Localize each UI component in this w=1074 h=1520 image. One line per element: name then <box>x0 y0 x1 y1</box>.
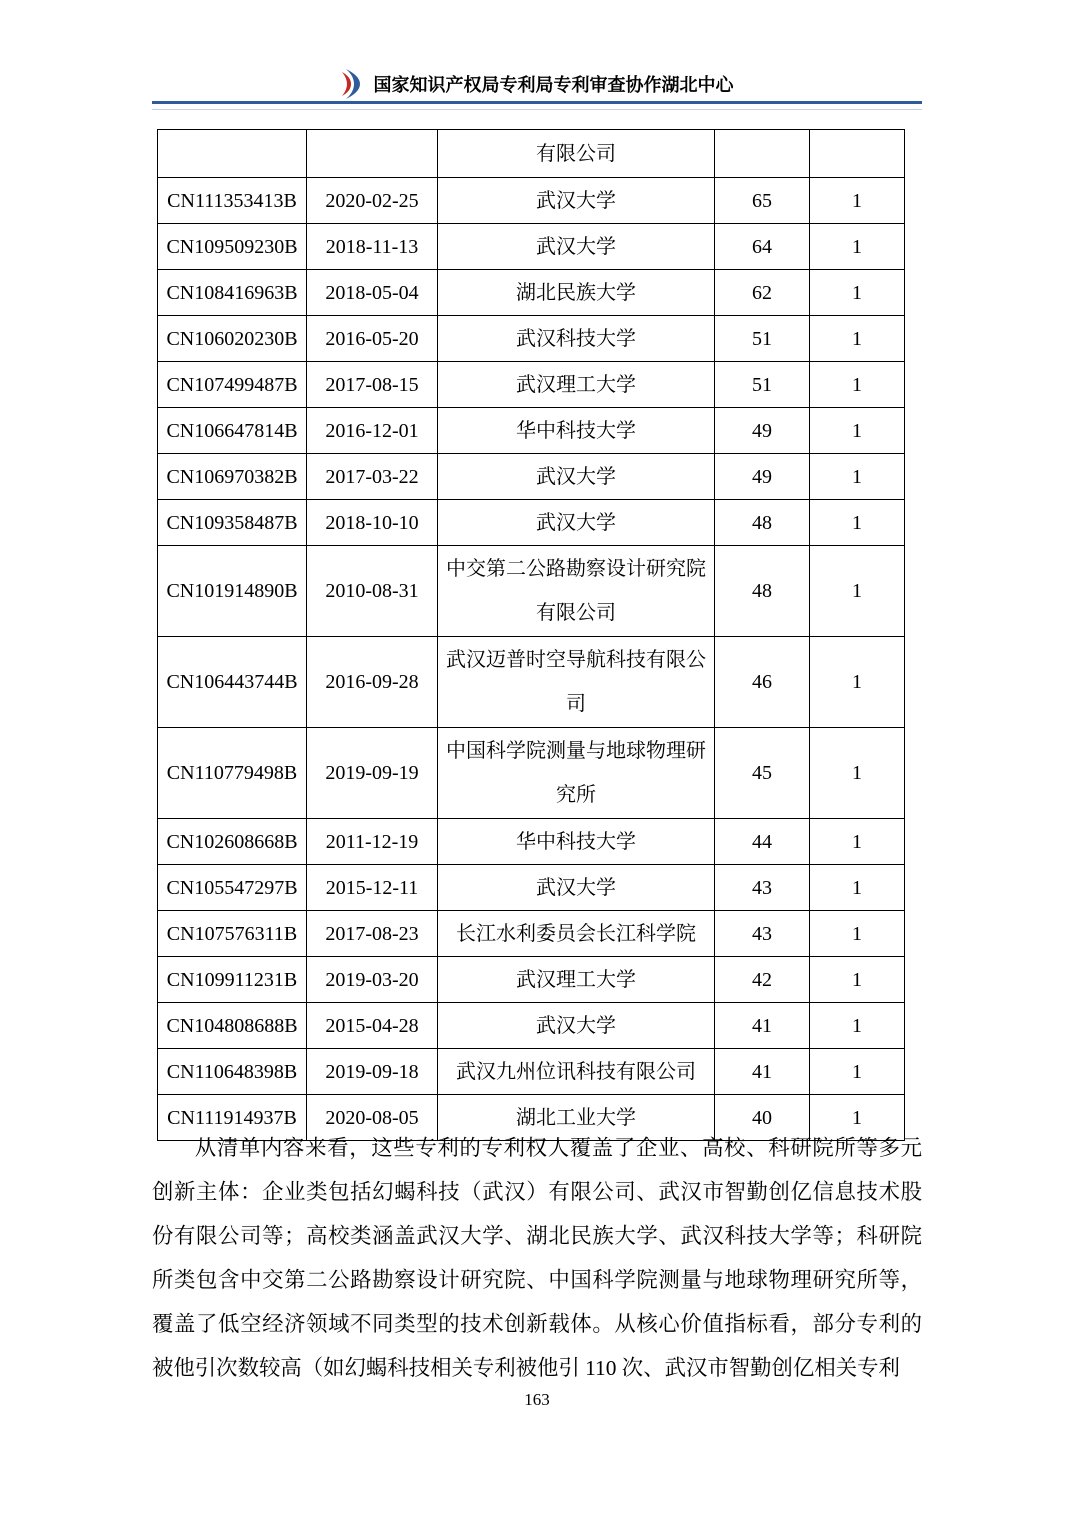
cell-assignee: 武汉理工大学 <box>438 957 715 1003</box>
cell-cited: 43 <box>715 911 810 957</box>
cell-date: 2017-08-23 <box>307 911 438 957</box>
cell-assignee: 华中科技大学 <box>438 408 715 454</box>
cell-n: 1 <box>810 408 905 454</box>
cell-cited: 49 <box>715 408 810 454</box>
cell-cited: 62 <box>715 270 810 316</box>
cell-n: 1 <box>810 178 905 224</box>
table-row <box>158 362 905 408</box>
cell-date <box>307 130 438 178</box>
cell-cited: 48 <box>715 500 810 546</box>
cell-assignee: 长江水利委员会长江科学院 <box>438 911 715 957</box>
cell-no: CN105547297B <box>158 865 307 911</box>
cell-no: CN109509230B <box>158 224 307 270</box>
cell-cited: 42 <box>715 957 810 1003</box>
cell-date: 2019-09-19 <box>307 728 438 819</box>
cell-n: 1 <box>810 865 905 911</box>
table-row <box>158 728 905 819</box>
cell-assignee: 武汉大学 <box>438 1003 715 1049</box>
cell-n: 1 <box>810 454 905 500</box>
cell-date: 2018-05-04 <box>307 270 438 316</box>
cell-n <box>810 130 905 178</box>
table-row <box>158 1049 905 1095</box>
cell-no: CN110648398B <box>158 1049 307 1095</box>
table-row <box>158 178 905 224</box>
cell-n: 1 <box>810 728 905 819</box>
cell-n: 1 <box>810 270 905 316</box>
cell-date: 2017-03-22 <box>307 454 438 500</box>
table-row <box>158 270 905 316</box>
table-row <box>158 130 905 178</box>
cell-n: 1 <box>810 819 905 865</box>
table-row <box>158 637 905 728</box>
cell-cited: 51 <box>715 316 810 362</box>
cell-date: 2016-09-28 <box>307 637 438 728</box>
cell-assignee: 武汉理工大学 <box>438 362 715 408</box>
cell-date: 2020-02-25 <box>307 178 438 224</box>
cell-no: CN109358487B <box>158 500 307 546</box>
cell-n: 1 <box>810 546 905 637</box>
cell-date: 2020-08-05 <box>307 1095 438 1141</box>
cell-n: 1 <box>810 1049 905 1095</box>
cell-n: 1 <box>810 224 905 270</box>
table-row <box>158 408 905 454</box>
cell-no: CN110779498B <box>158 728 307 819</box>
table-row <box>158 224 905 270</box>
patent-table-body <box>158 130 905 1141</box>
table-row <box>158 957 905 1003</box>
table-row <box>158 316 905 362</box>
table-row <box>158 865 905 911</box>
cell-no: CN111914937B <box>158 1095 307 1141</box>
body-paragraph: 从清单内容来看，这些专利的专利权人覆盖了企业、高校、科研院所等多元创新主体：企业类包括幻蝎科技（武汉）有限公司、武汉市智勤创亿信息技术股份有限公司等；高校类涵盖武汉大学、湖北民族大学、武汉科技大学等；科研院所类包含中交第二公路勘察设计研究院、中国科学院测量与地球物理研究所等，覆盖了低空经济领域不同类型的技术创新载体。从核心价值指标看，部分专利的被他引次数较高（如幻蝎科技相关专利被他引 110 次、武汉市智勤创亿相关专利 <box>152 1136 922 1380</box>
cell-assignee: 中国科学院测量与地球物理研究所 <box>438 728 715 819</box>
cell-no: CN104808688B <box>158 1003 307 1049</box>
cell-no: CN106443744B <box>158 637 307 728</box>
cell-assignee: 武汉迈普时空导航科技有限公司 <box>438 637 715 728</box>
cell-n: 1 <box>810 957 905 1003</box>
cell-no: CN102608668B <box>158 819 307 865</box>
cell-cited <box>715 130 810 178</box>
cell-n: 1 <box>810 316 905 362</box>
cell-cited: 51 <box>715 362 810 408</box>
cell-no: CN111353413B <box>158 178 307 224</box>
cell-assignee: 武汉大学 <box>438 500 715 546</box>
cell-date: 2018-11-13 <box>307 224 438 270</box>
cell-assignee: 武汉大学 <box>438 178 715 224</box>
table-row <box>158 1003 905 1049</box>
page-header <box>152 68 922 110</box>
cell-date: 2016-05-20 <box>307 316 438 362</box>
table-row <box>158 454 905 500</box>
cell-no: CN109911231B <box>158 957 307 1003</box>
cell-date: 2018-10-10 <box>307 500 438 546</box>
cell-cited: 44 <box>715 819 810 865</box>
cell-date: 2016-12-01 <box>307 408 438 454</box>
cell-cited: 64 <box>715 224 810 270</box>
header-rule <box>152 101 922 110</box>
header-title: 国家知识产权局专利局专利审查协作湖北中心 <box>373 75 734 95</box>
cell-date: 2019-03-20 <box>307 957 438 1003</box>
cell-cited: 41 <box>715 1049 810 1095</box>
cell-no: CN107499487B <box>158 362 307 408</box>
cell-cited: 45 <box>715 728 810 819</box>
cell-cited: 48 <box>715 546 810 637</box>
table-row <box>158 911 905 957</box>
cell-assignee: 湖北民族大学 <box>438 270 715 316</box>
cell-date: 2015-04-28 <box>307 1003 438 1049</box>
table-row <box>158 819 905 865</box>
cell-n: 1 <box>810 1003 905 1049</box>
cell-assignee: 武汉大学 <box>438 865 715 911</box>
cell-n: 1 <box>810 362 905 408</box>
table-row <box>158 546 905 637</box>
cell-cited: 40 <box>715 1095 810 1141</box>
cell-no: CN106020230B <box>158 316 307 362</box>
cell-no: CN101914890B <box>158 546 307 637</box>
cell-assignee: 华中科技大学 <box>438 819 715 865</box>
cell-no: CN106647814B <box>158 408 307 454</box>
cell-date: 2015-12-11 <box>307 865 438 911</box>
cell-n: 1 <box>810 500 905 546</box>
cell-no: CN107576311B <box>158 911 307 957</box>
cell-date: 2019-09-18 <box>307 1049 438 1095</box>
cell-n: 1 <box>810 911 905 957</box>
cell-assignee: 湖北工业大学 <box>438 1095 715 1141</box>
cell-cited: 49 <box>715 454 810 500</box>
bureau-logo-icon <box>341 69 361 99</box>
cell-date: 2010-08-31 <box>307 546 438 637</box>
cell-cited: 65 <box>715 178 810 224</box>
cell-cited: 41 <box>715 1003 810 1049</box>
page-number: 163 <box>524 1390 550 1409</box>
cell-no: CN108416963B <box>158 270 307 316</box>
cell-no <box>158 130 307 178</box>
patent-table <box>157 129 905 1141</box>
cell-assignee: 武汉九州位讯科技有限公司 <box>438 1049 715 1095</box>
cell-assignee: 武汉大学 <box>438 224 715 270</box>
cell-date: 2017-08-15 <box>307 362 438 408</box>
cell-no: CN106970382B <box>158 454 307 500</box>
cell-n: 1 <box>810 1095 905 1141</box>
cell-assignee: 中交第二公路勘察设计研究院有限公司 <box>438 546 715 637</box>
cell-assignee: 武汉科技大学 <box>438 316 715 362</box>
cell-assignee: 武汉大学 <box>438 454 715 500</box>
cell-cited: 43 <box>715 865 810 911</box>
cell-cited: 46 <box>715 637 810 728</box>
cell-n: 1 <box>810 637 905 728</box>
cell-assignee: 有限公司 <box>438 130 715 178</box>
table-row <box>158 500 905 546</box>
body-text-block <box>152 1126 922 1390</box>
cell-date: 2011-12-19 <box>307 819 438 865</box>
